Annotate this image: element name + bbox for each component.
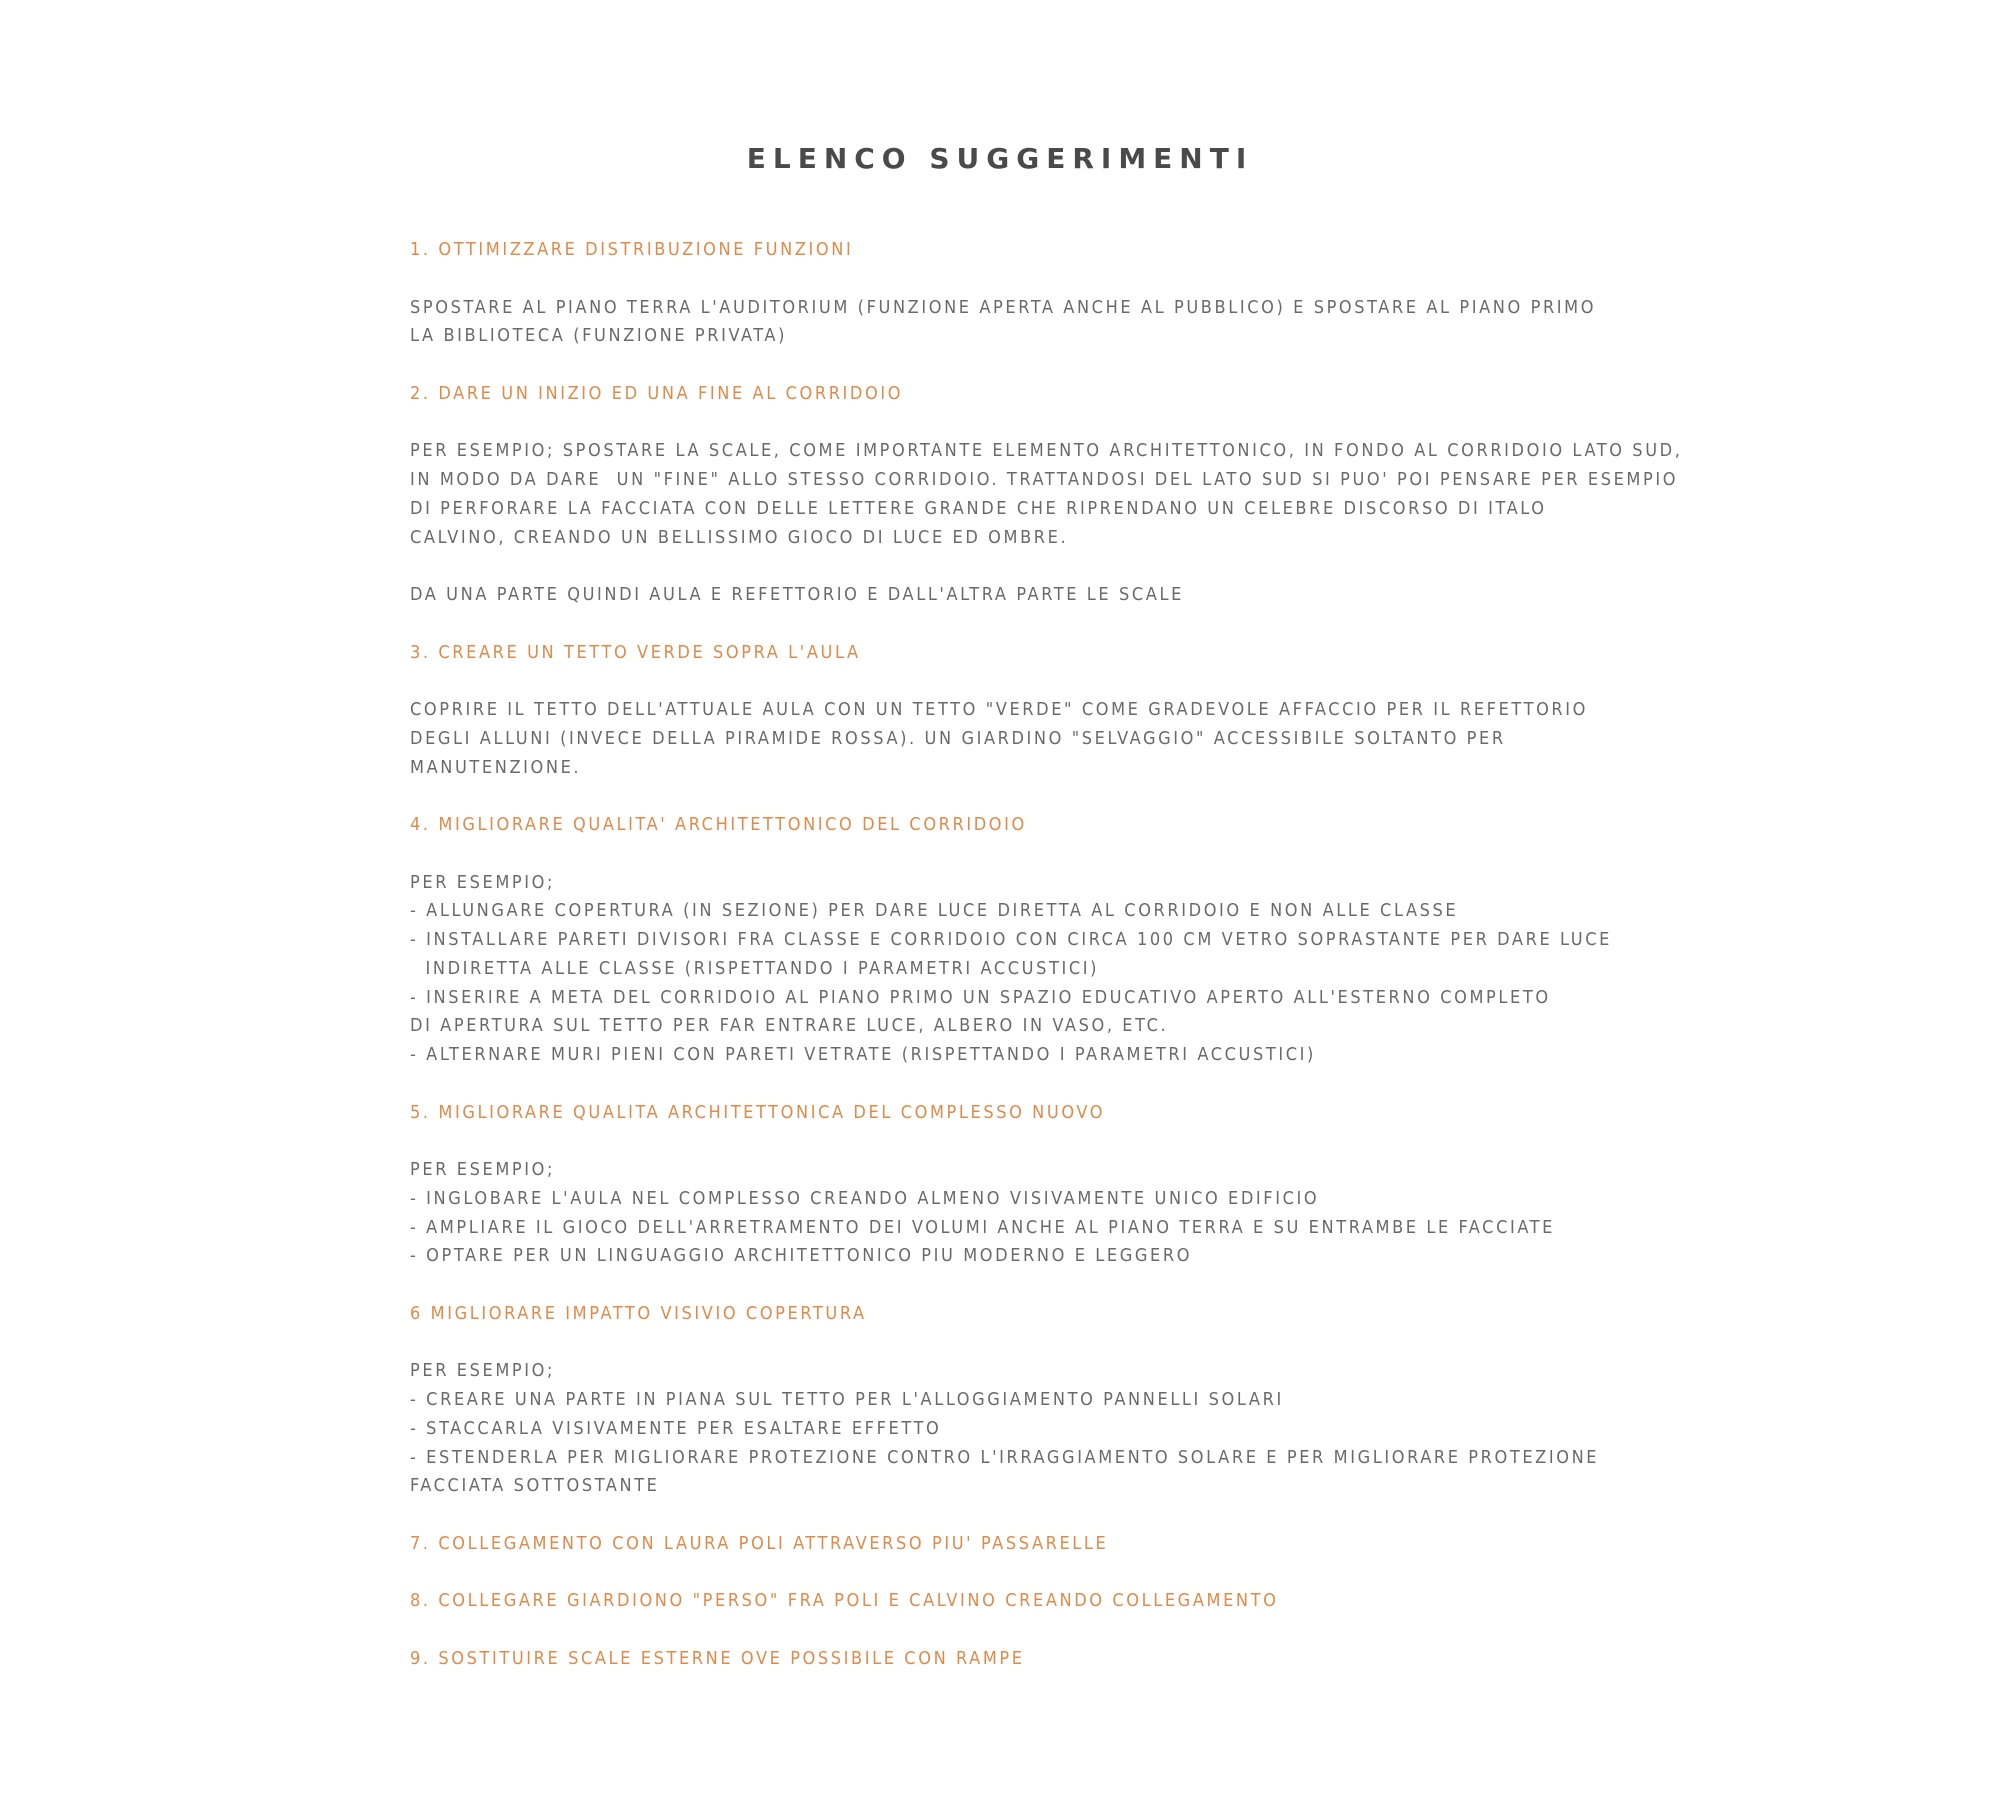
body-text-line: - ALLUNGARE COPERTURA (IN SEZIONE) PER DARE LUCE DIRETTA AL CORRIDOIO E NON ALLE CLASSE	[410, 900, 1459, 922]
suggestions-list	[410, 236, 1683, 1674]
blank-line	[410, 667, 1650, 696]
body-text-line: SPOSTARE AL PIANO TERRA L'AUDITORIUM (FUNZIONE APERTA ANCHE AL PUBBLICO) E SPOSTARE AL PIANO PRIMO	[410, 296, 1597, 318]
blank-line	[410, 552, 1650, 581]
body-text-line: DA UNA PARTE QUINDI AULA E REFETTORIO E DALL'ALTRA PARTE LE SCALE	[410, 584, 1184, 605]
section-heading: 3. CREARE UN TETTO VERDE SOPRA L'AULA	[410, 641, 861, 663]
section-heading: 2. DARE UN INIZIO ED UNA FINE AL CORRIDOIO	[410, 382, 904, 404]
blank-line	[410, 1616, 1650, 1645]
blank-line	[410, 1501, 1650, 1530]
blank-line	[410, 782, 1650, 811]
section-heading: 4. MIGLIORARE QUALITA' ARCHITETTONICO DEL CORRIDOIO	[410, 814, 1027, 835]
blank-line	[410, 1329, 1650, 1358]
blank-line	[410, 1127, 1650, 1156]
section-heading: 1. OTTIMIZZARE DISTRIBUZIONE FUNZIONI	[410, 239, 854, 260]
section-heading: 6 MIGLIORARE IMPATTO VISIVIO COPERTURA	[410, 1302, 867, 1324]
blank-line	[410, 1070, 1650, 1099]
body-text-line: - INSERIRE A META DEL CORRIDOIO AL PIANO PRIMO UN SPAZIO EDUCATIVO APERTO ALL'ESTERNO COMPLETO	[410, 986, 1551, 1008]
body-text-line: - INSTALLARE PARETI DIVISORI FRA CLASSE E CORRIDOIO CON CIRCA 100 CM VETRO SOPRASTANTE PER DARE LUCE	[410, 929, 1612, 950]
body-text-line: COPRIRE IL TETTO DELL'ATTUALE AULA CON UN TETTO "VERDE" COME GRADEVOLE AFFACCIO PER IL REFETTORIO	[410, 699, 1588, 720]
body-text-line: CALVINO, CREANDO UN BELLISSIMO GIOCO DI LUCE ED OMBRE.	[410, 526, 1069, 548]
blank-line	[410, 1559, 1650, 1588]
blank-line	[410, 610, 1650, 639]
body-text-line: FACCIATA SOTTOSTANTE	[410, 1475, 660, 1497]
body-text-line: - INGLOBARE L'AULA NEL COMPLESSO CREANDO ALMENO VISIVAMENTE UNICO EDIFICIO	[410, 1187, 1320, 1209]
body-text-line: LA BIBLIOTECA (FUNZIONE PRIVATA)	[410, 325, 787, 347]
body-text-line: DI APERTURA SUL TETTO PER FAR ENTRARE LUCE, ALBERO IN VASO, ETC.	[410, 1015, 1169, 1037]
blank-line	[410, 1271, 1650, 1300]
body-text-line: INDIRETTA ALLE CLASSE (RISPETTANDO I PARAMETRI ACCUSTICI)	[410, 957, 1100, 979]
body-text-line: - STACCARLA VISIVAMENTE PER ESALTARE EFFETTO	[410, 1417, 942, 1439]
body-text-line: DEGLI ALLUNI (INVECE DELLA PIRAMIDE ROSSA). UN GIARDINO "SELVAGGIO" ACCESSIBILE SOLTANTO PER	[410, 727, 1506, 749]
body-text-line: PER ESEMPIO;	[410, 1159, 556, 1180]
blank-line	[410, 351, 1650, 380]
section-heading: 7. COLLEGAMENTO CON LAURA POLI ATTRAVERSO PIU' PASSARELLE	[410, 1532, 1109, 1554]
section-heading: 5. MIGLIORARE QUALITA ARCHITETTONICA DEL COMPLESSO NUOVO	[410, 1101, 1106, 1123]
blank-line	[410, 265, 1650, 294]
section-heading: 8. COLLEGARE GIARDIONO "PERSO" FRA POLI E CALVINO CREANDO COLLEGAMENTO	[410, 1590, 1279, 1612]
body-text-line: - ESTENDERLA PER MIGLIORARE PROTEZIONE CONTRO L'IRRAGGIAMENTO SOLARE E PER MIGLIORARE PROTEZIONE	[410, 1446, 1600, 1468]
body-text-line: - OPTARE PER UN LINGUAGGIO ARCHITETTONICO PIU MODERNO E LEGGERO	[410, 1245, 1193, 1267]
blank-line	[410, 840, 1650, 869]
body-text-line: PER ESEMPIO; SPOSTARE LA SCALE, COME IMPORTANTE ELEMENTO ARCHITETTONICO, IN FONDO AL CORRIDOIO LATO SUD,	[410, 440, 1683, 462]
body-text-line: PER ESEMPIO;	[410, 1360, 556, 1382]
body-text-line: IN MODO DA DARE UN "FINE" ALLO STESSO CORRIDOIO. TRATTANDOSI DEL LATO SUD SI PUO' POI PENSARE PER ESEMPIO	[410, 469, 1679, 490]
body-text-line: - ALTERNARE MURI PIENI CON PARETI VETRATE (RISPETTANDO I PARAMETRI ACCUSTICI)	[410, 1044, 1316, 1065]
body-text-line: MANUTENZIONE.	[410, 756, 582, 778]
body-text-line: PER ESEMPIO;	[410, 871, 556, 893]
body-text-line: DI PERFORARE LA FACCIATA CON DELLE LETTERE GRANDE CHE RIPRENDANO UN CELEBRE DISCORSO DI ITALO	[410, 497, 1547, 519]
body-text-line: - AMPLIARE IL GIOCO DELL'ARRETRAMENTO DEI VOLUMI ANCHE AL PIANO TERRA E SU ENTRAMBE LE FACCIATE	[410, 1216, 1555, 1238]
section-heading: 9. SOSTITUIRE SCALE ESTERNE OVE POSSIBILE CON RAMPE	[410, 1647, 1025, 1669]
body-text-line: - CREARE UNA PARTE IN PIANA SUL TETTO PER L'ALLOGGIAMENTO PANNELLI SOLARI	[410, 1389, 1284, 1410]
page-title: ELENCO SUGGERIMENTI	[746, 142, 1254, 175]
blank-line	[410, 409, 1650, 438]
